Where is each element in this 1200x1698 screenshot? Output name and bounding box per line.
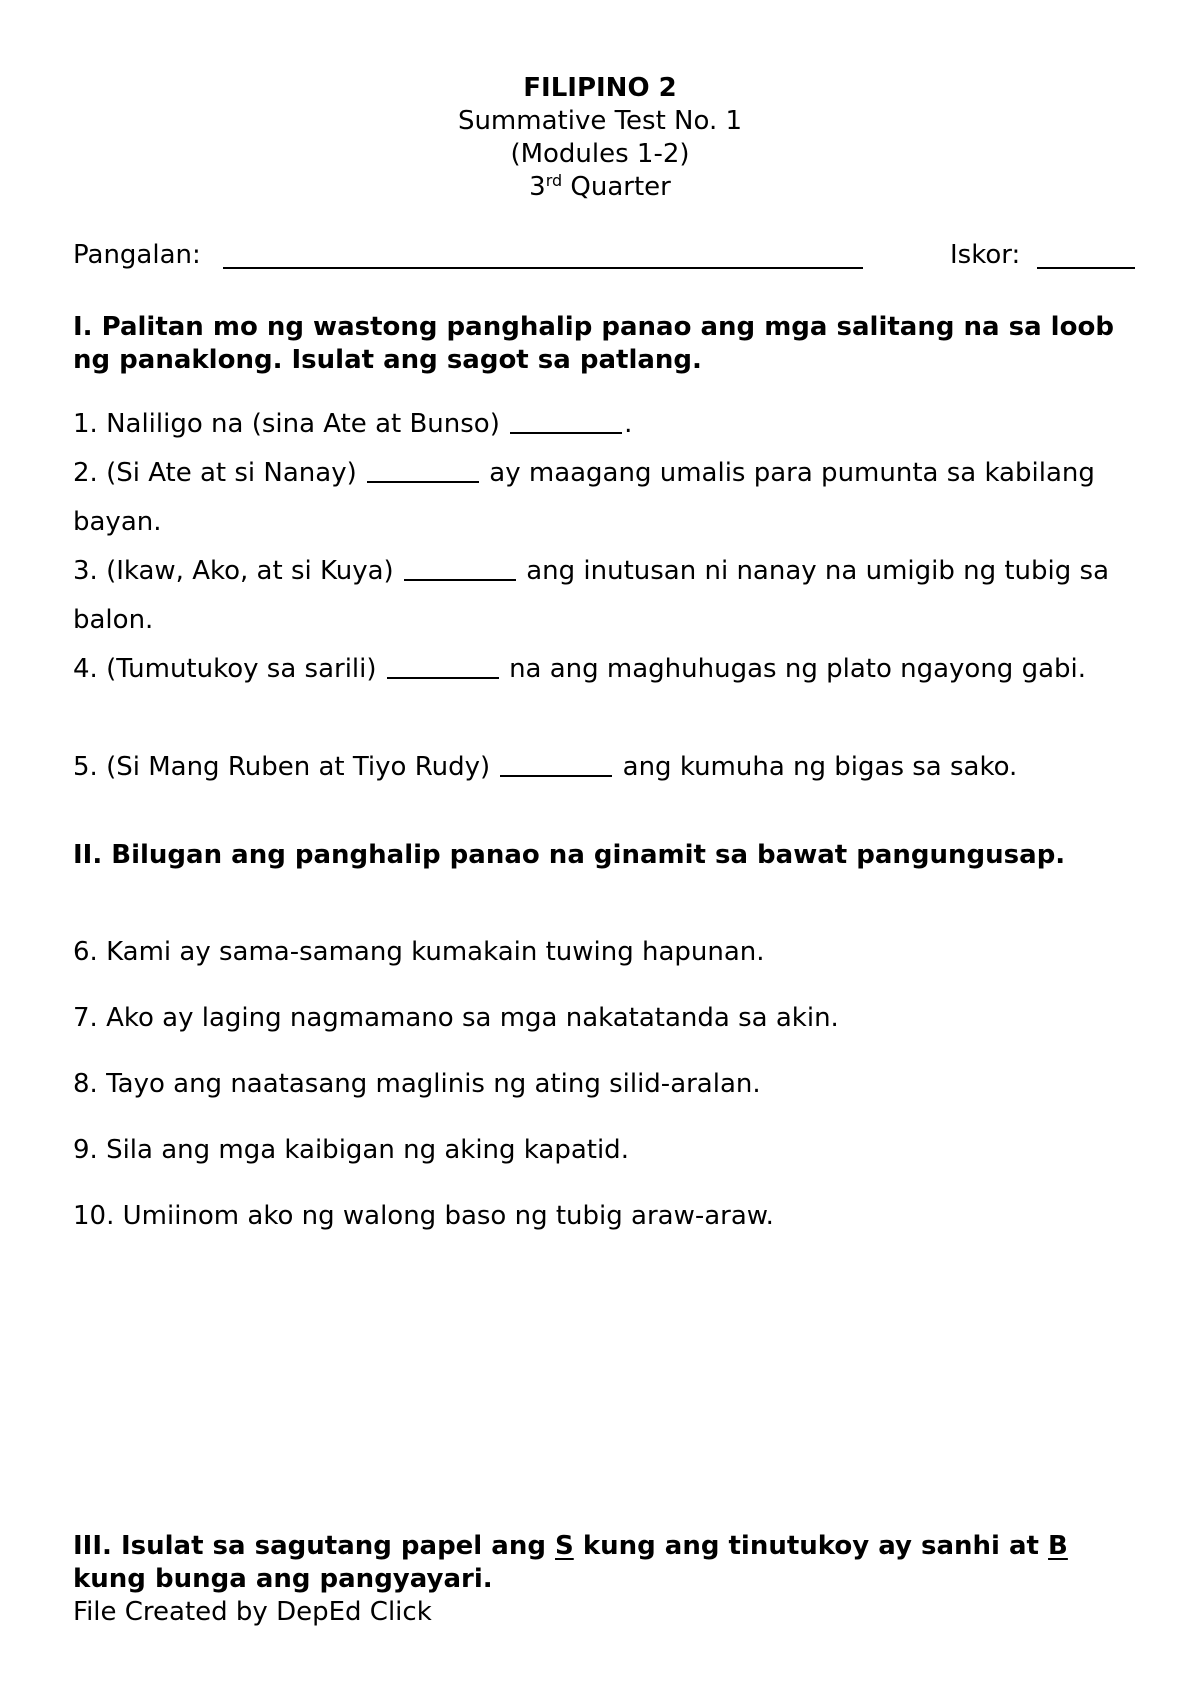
sentence-item[interactable]: 8. Tayo ang naatasang maglinis ng ating silid-aralan. (73, 1069, 761, 1099)
footer-credit: File Created by DepEd Click (73, 1597, 432, 1627)
answer-blank[interactable] (404, 579, 516, 581)
score-label: Iskor: (950, 240, 1021, 270)
sentence-item[interactable]: 10. Umiinom ako ng walong baso ng tubig araw-araw. (73, 1201, 774, 1231)
sentence-item[interactable]: 9. Sila ang mga kaibigan ng aking kapatid. (73, 1135, 629, 1165)
answer-blank[interactable] (387, 677, 499, 679)
name-label: Pangalan: (73, 240, 201, 270)
section-1-instruction: I. Palitan mo ng wastong panghalip panao ang mga salitang na sa loob ng panaklong. Isulat ang sagot sa patlang. (73, 312, 1114, 375)
question-item: 1. Naliligo na (sina Ate at Bunso) . (73, 409, 633, 439)
student-info-row (73, 240, 1133, 276)
answer-blank[interactable] (500, 775, 612, 777)
sentence-item[interactable]: 7. Ako ay laging nagmamano sa mga nakatatanda sa akin. (73, 1003, 839, 1033)
bunga-letter: B (1048, 1531, 1068, 1561)
section-3-instruction: III. Isulat sa sagutang papel ang S kung ang tinutukoy ay sanhi at B kung bunga ang pangyayari. (73, 1531, 1068, 1594)
question-item: 3. (Ikaw, Ako, at si Kuya) ang inutusan ni nanay na umigib ng tubig sa balon. (73, 556, 1110, 635)
question-item: 2. (Si Ate at si Nanay) ay maagang umalis para pumunta sa kabilang bayan. (73, 458, 1095, 537)
score-blank[interactable] (1037, 267, 1135, 269)
worksheet-header (0, 72, 1200, 204)
test-title: Summative Test No. 1 (457, 106, 743, 136)
question-item: 5. (Si Mang Ruben at Tiyo Rudy) ang kumuha ng bigas sa sako. (73, 752, 1018, 782)
sanhi-letter: S (555, 1531, 574, 1561)
question-item: 4. (Tumutukoy sa sarili) na ang maghuhugas ng plato ngayong gabi. (73, 654, 1087, 684)
quarter-label (0, 171, 1200, 204)
sentence-item[interactable]: 6. Kami ay sama-samang kumakain tuwing hapunan. (73, 937, 765, 967)
section-2-instruction: II. Bilugan ang panghalip panao na ginamit sa bawat pangungusap. (73, 840, 1066, 870)
subject-title: FILIPINO 2 (523, 73, 677, 103)
modules-label: (Modules 1-2) (510, 139, 690, 169)
answer-blank[interactable] (510, 432, 622, 434)
answer-blank[interactable] (367, 481, 479, 483)
quarter-ordinal: rd (545, 171, 563, 190)
quarter-word: Quarter (570, 172, 671, 202)
name-blank[interactable] (223, 267, 863, 269)
quarter-number: 3 (529, 172, 546, 202)
